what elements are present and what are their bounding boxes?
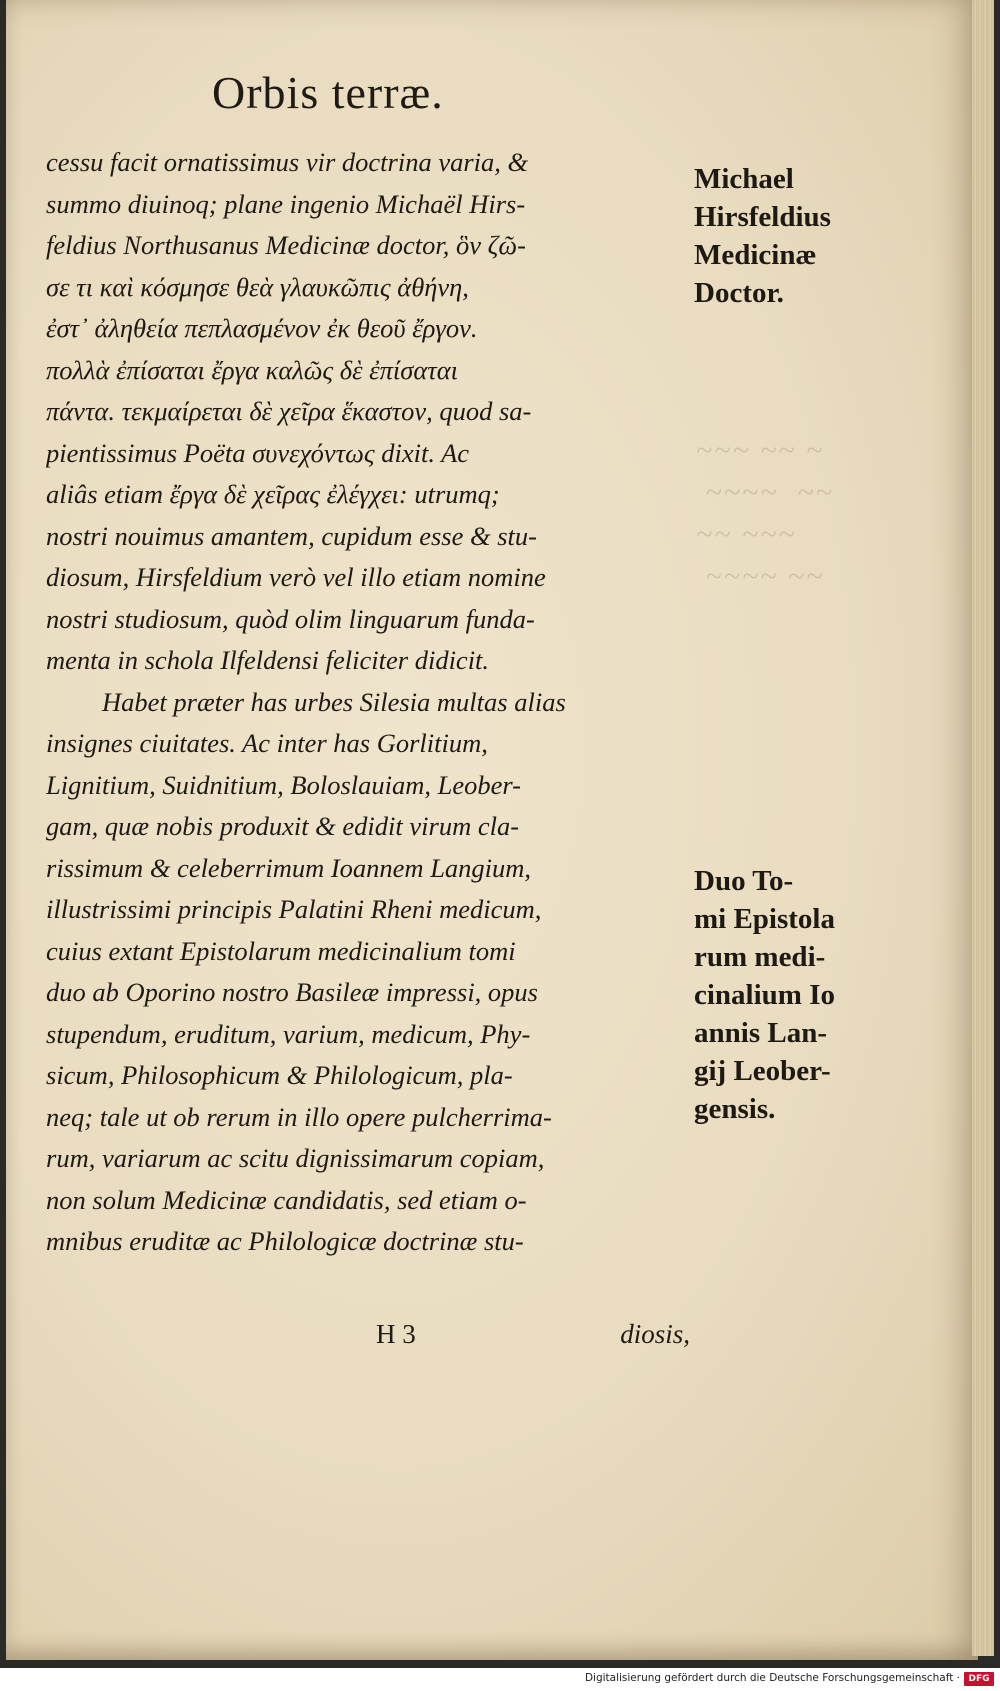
margin-note-hirsfeldius (694, 160, 831, 312)
margin-note-line: annis Lan- (694, 1017, 827, 1049)
margin-note-line: gensis. (694, 1093, 776, 1125)
margin-note-line: Doctor. (694, 277, 784, 309)
book-page (6, 0, 978, 1660)
text-line: duo ab Oporino nostro Basileæ impressi, opus (46, 977, 538, 1007)
dfg-logo: DFG (964, 1672, 994, 1686)
text-line: nostri nouimus amantem, cupidum esse & stu- (46, 520, 537, 551)
text-line: aliâs etiam ἔργα δὲ χεῖρας ἐλέγχει: utrumq; (46, 479, 500, 509)
bleed-through-texture: ~~~ ~~ ~ ~~~~ ~~ ~~ ~~~ ~~~~ ~~ (696, 434, 834, 593)
text-line: rissimum & celeberrimum Ioannem Langium, (46, 852, 532, 883)
text-line: pientissimus Poëta συνεχόντως dixit. Ac (46, 437, 470, 468)
credit-text: Digitalisierung gefördert durch die Deutsche Forschungsgemeinschaft · (584, 1672, 960, 1684)
page-header-title: Orbis terræ. (212, 67, 444, 118)
margin-note-line: Duo To- (694, 865, 794, 897)
text-line: Lignitium, Suidnitium, Boloslauiam, Leober- (46, 769, 522, 800)
margin-note-line: rum medi- (694, 941, 826, 973)
text-line: insignes ciuitates. Ac inter has Gorlitium, (46, 728, 488, 758)
text-line: ἐστ᾽ ἀληθεία πεπλασμένον ἐκ θεοῦ ἔργον. (46, 313, 478, 343)
text-line: cessu facit ornatissimus vir doctrina varia, & (46, 147, 529, 177)
margin-note-line: mi Epistola (694, 903, 835, 935)
text-line: nostri studiosum, quòd olim linguarum funda- (46, 603, 535, 634)
body-text-block (46, 142, 690, 1263)
credit-bar (0, 1668, 1000, 1691)
text-line: πολλὰ ἐπίσαται ἔργα καλῶς δὲ ἐπίσαται (46, 354, 458, 385)
text-line: menta in schola Ilfeldensi feliciter didicit. (46, 645, 490, 675)
page-footer (46, 1312, 690, 1356)
text-line: stupendum, eruditum, varium, medicum, Phy- (46, 1018, 531, 1049)
text-line: σε τι καὶ κόσμησε θεὰ γλαυκῶπις ἀθήνη, (46, 271, 469, 302)
margin-note-line: cinalium Io (694, 979, 835, 1011)
text-line: mnibus eruditæ ac Philologicæ doctrinæ stu- (46, 1226, 524, 1256)
text-line: gam, quæ nobis produxit & edidit virum cla- (46, 811, 520, 841)
margin-note-line: gij Leober- (694, 1055, 831, 1087)
text-line: feldius Northusanus Medicinæ doctor, ὃν ζῶ- (46, 230, 526, 260)
paragraph-start-line: Habet præter has urbes Silesia multas alias (102, 686, 566, 717)
text-line: πάντα. τεκμαίρεται δὲ χεῖρα ἕκαστον, quod sa- (46, 396, 532, 426)
text-line: neq; tale ut ob rerum in illo opere pulcherrima- (46, 1101, 552, 1132)
margin-note-line: Hirsfeldius (694, 201, 831, 233)
margin-note-line: Michael (694, 163, 794, 195)
text-line: illustrissimi principis Palatini Rheni medicum, (46, 894, 542, 924)
text-line: sicum, Philosophicum & Philologicum, pla- (46, 1060, 513, 1090)
page-edges (972, 0, 994, 1656)
text-line: non solum Medicinæ candidatis, sed etiam o- (46, 1184, 527, 1215)
catchword: diosis, (620, 1319, 690, 1349)
text-line: cuius extant Epistolarum medicinalium tomi (46, 935, 516, 966)
text-line: summo diuinoq; plane ingenio Michaël Hirs- (46, 188, 526, 219)
text-line: diosum, Hirsfeldium verò vel illo etiam nomine (46, 562, 546, 592)
margin-note-langius (694, 862, 835, 1128)
margin-note-line: Medicinæ (694, 239, 817, 271)
signature-mark: H 3 (376, 1319, 416, 1349)
text-line: rum, variarum ac scitu dignissimarum copiam, (46, 1143, 545, 1173)
